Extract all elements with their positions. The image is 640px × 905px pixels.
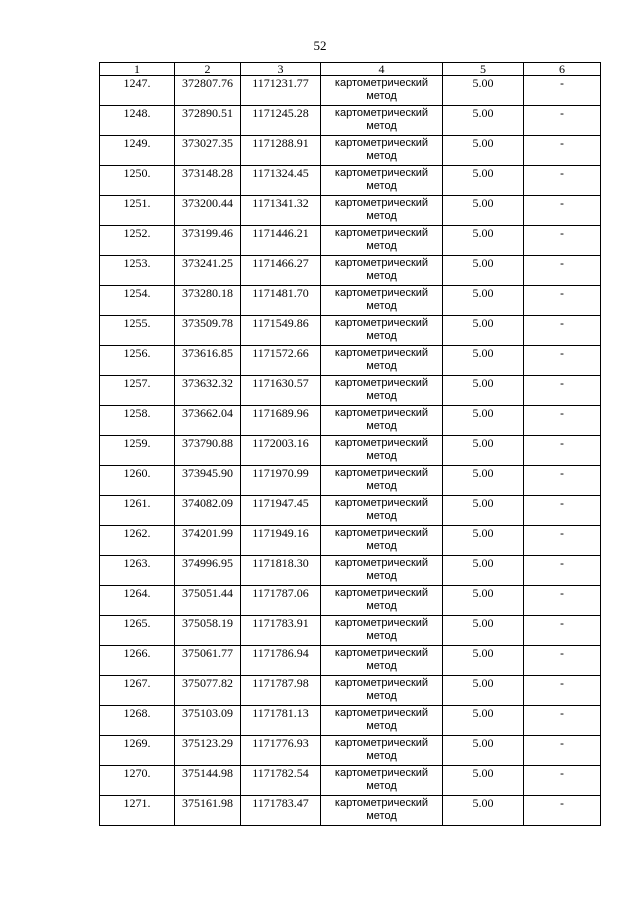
x-coordinate-cell: 373616.85 — [175, 346, 241, 376]
note-cell: - — [524, 496, 601, 526]
x-coordinate-cell: 375058.19 — [175, 616, 241, 646]
point-number-cell: 1267. — [100, 676, 175, 706]
table-row — [100, 76, 601, 106]
x-coordinate-cell: 373662.04 — [175, 406, 241, 436]
accuracy-cell: 5.00 — [443, 616, 524, 646]
method-cell: картометрический метод — [321, 196, 443, 226]
method-cell: картометрический метод — [321, 376, 443, 406]
table-row — [100, 226, 601, 256]
accuracy-cell: 5.00 — [443, 496, 524, 526]
note-cell: - — [524, 316, 601, 346]
note-cell: - — [524, 106, 601, 136]
x-coordinate-cell: 373027.35 — [175, 136, 241, 166]
note-cell: - — [524, 676, 601, 706]
accuracy-cell: 5.00 — [443, 166, 524, 196]
accuracy-cell: 5.00 — [443, 676, 524, 706]
method-cell: картометрический метод — [321, 796, 443, 826]
point-number-cell: 1270. — [100, 766, 175, 796]
point-number-cell: 1265. — [100, 616, 175, 646]
y-coordinate-cell: 1171288.91 — [241, 136, 321, 166]
table-row — [100, 166, 601, 196]
x-coordinate-cell: 375144.98 — [175, 766, 241, 796]
table-row — [100, 616, 601, 646]
y-coordinate-cell: 1171949.16 — [241, 526, 321, 556]
column-header: 4 — [321, 63, 443, 76]
column-header: 1 — [100, 63, 175, 76]
method-cell: картометрический метод — [321, 736, 443, 766]
table-row — [100, 196, 601, 226]
column-header: 3 — [241, 63, 321, 76]
accuracy-cell: 5.00 — [443, 196, 524, 226]
method-cell: картометрический метод — [321, 76, 443, 106]
table-row — [100, 706, 601, 736]
accuracy-cell: 5.00 — [443, 556, 524, 586]
accuracy-cell: 5.00 — [443, 796, 524, 826]
point-number-cell: 1254. — [100, 286, 175, 316]
note-cell: - — [524, 706, 601, 736]
accuracy-cell: 5.00 — [443, 226, 524, 256]
point-number-cell: 1263. — [100, 556, 175, 586]
column-header: 2 — [175, 63, 241, 76]
y-coordinate-cell: 1171630.57 — [241, 376, 321, 406]
y-coordinate-cell: 1171787.98 — [241, 676, 321, 706]
y-coordinate-cell: 1171782.54 — [241, 766, 321, 796]
table-header-row — [100, 63, 601, 76]
x-coordinate-cell: 375077.82 — [175, 676, 241, 706]
x-coordinate-cell: 375103.09 — [175, 706, 241, 736]
note-cell: - — [524, 526, 601, 556]
accuracy-cell: 5.00 — [443, 106, 524, 136]
method-cell: картометрический метод — [321, 616, 443, 646]
accuracy-cell: 5.00 — [443, 766, 524, 796]
x-coordinate-cell: 375161.98 — [175, 796, 241, 826]
method-cell: картометрический метод — [321, 346, 443, 376]
accuracy-cell: 5.00 — [443, 136, 524, 166]
accuracy-cell: 5.00 — [443, 586, 524, 616]
x-coordinate-cell: 373509.78 — [175, 316, 241, 346]
x-coordinate-cell: 372890.51 — [175, 106, 241, 136]
accuracy-cell: 5.00 — [443, 436, 524, 466]
table-body — [100, 76, 601, 826]
note-cell: - — [524, 646, 601, 676]
table-row — [100, 496, 601, 526]
x-coordinate-cell: 373148.28 — [175, 166, 241, 196]
method-cell: картометрический метод — [321, 586, 443, 616]
method-cell: картометрический метод — [321, 436, 443, 466]
note-cell: - — [524, 796, 601, 826]
y-coordinate-cell: 1171970.99 — [241, 466, 321, 496]
point-number-cell: 1257. — [100, 376, 175, 406]
coordinates-table — [99, 62, 601, 826]
x-coordinate-cell: 375051.44 — [175, 586, 241, 616]
point-number-cell: 1256. — [100, 346, 175, 376]
note-cell: - — [524, 736, 601, 766]
method-cell: картометрический метод — [321, 106, 443, 136]
table-row — [100, 436, 601, 466]
accuracy-cell: 5.00 — [443, 466, 524, 496]
point-number-cell: 1253. — [100, 256, 175, 286]
y-coordinate-cell: 1171324.45 — [241, 166, 321, 196]
y-coordinate-cell: 1171776.93 — [241, 736, 321, 766]
point-number-cell: 1271. — [100, 796, 175, 826]
table-row — [100, 316, 601, 346]
x-coordinate-cell: 372807.76 — [175, 76, 241, 106]
method-cell: картометрический метод — [321, 136, 443, 166]
x-coordinate-cell: 375123.29 — [175, 736, 241, 766]
note-cell: - — [524, 286, 601, 316]
accuracy-cell: 5.00 — [443, 406, 524, 436]
method-cell: картометрический метод — [321, 766, 443, 796]
method-cell: картометрический метод — [321, 646, 443, 676]
note-cell: - — [524, 136, 601, 166]
point-number-cell: 1249. — [100, 136, 175, 166]
method-cell: картометрический метод — [321, 706, 443, 736]
accuracy-cell: 5.00 — [443, 376, 524, 406]
y-coordinate-cell: 1171787.06 — [241, 586, 321, 616]
y-coordinate-cell: 1171466.27 — [241, 256, 321, 286]
x-coordinate-cell: 374996.95 — [175, 556, 241, 586]
table-row — [100, 406, 601, 436]
method-cell: картометрический метод — [321, 406, 443, 436]
y-coordinate-cell: 1171947.45 — [241, 496, 321, 526]
accuracy-cell: 5.00 — [443, 286, 524, 316]
note-cell: - — [524, 586, 601, 616]
x-coordinate-cell: 373790.88 — [175, 436, 241, 466]
table-row — [100, 136, 601, 166]
point-number-cell: 1248. — [100, 106, 175, 136]
point-number-cell: 1250. — [100, 166, 175, 196]
point-number-cell: 1266. — [100, 646, 175, 676]
y-coordinate-cell: 1171689.96 — [241, 406, 321, 436]
y-coordinate-cell: 1171572.66 — [241, 346, 321, 376]
y-coordinate-cell: 1171481.70 — [241, 286, 321, 316]
accuracy-cell: 5.00 — [443, 706, 524, 736]
x-coordinate-cell: 373241.25 — [175, 256, 241, 286]
note-cell: - — [524, 76, 601, 106]
y-coordinate-cell: 1171781.13 — [241, 706, 321, 736]
table-row — [100, 346, 601, 376]
x-coordinate-cell: 374201.99 — [175, 526, 241, 556]
y-coordinate-cell: 1171783.47 — [241, 796, 321, 826]
point-number-cell: 1262. — [100, 526, 175, 556]
point-number-cell: 1251. — [100, 196, 175, 226]
accuracy-cell: 5.00 — [443, 316, 524, 346]
note-cell: - — [524, 616, 601, 646]
note-cell: - — [524, 166, 601, 196]
table-row — [100, 526, 601, 556]
y-coordinate-cell: 1171231.77 — [241, 76, 321, 106]
x-coordinate-cell: 373632.32 — [175, 376, 241, 406]
table-row — [100, 286, 601, 316]
point-number-cell: 1255. — [100, 316, 175, 346]
point-number-cell: 1259. — [100, 436, 175, 466]
table-row — [100, 586, 601, 616]
y-coordinate-cell: 1171786.94 — [241, 646, 321, 676]
x-coordinate-cell: 373280.18 — [175, 286, 241, 316]
point-number-cell: 1261. — [100, 496, 175, 526]
y-coordinate-cell: 1171549.86 — [241, 316, 321, 346]
table-row — [100, 376, 601, 406]
note-cell: - — [524, 226, 601, 256]
method-cell: картометрический метод — [321, 286, 443, 316]
table-row — [100, 676, 601, 706]
method-cell: картометрический метод — [321, 496, 443, 526]
y-coordinate-cell: 1171818.30 — [241, 556, 321, 586]
note-cell: - — [524, 346, 601, 376]
method-cell: картометрический метод — [321, 526, 443, 556]
table-row — [100, 466, 601, 496]
accuracy-cell: 5.00 — [443, 646, 524, 676]
column-header: 5 — [443, 63, 524, 76]
note-cell: - — [524, 406, 601, 436]
note-cell: - — [524, 376, 601, 406]
point-number-cell: 1268. — [100, 706, 175, 736]
note-cell: - — [524, 766, 601, 796]
x-coordinate-cell: 374082.09 — [175, 496, 241, 526]
note-cell: - — [524, 436, 601, 466]
table-row — [100, 796, 601, 826]
y-coordinate-cell: 1171446.21 — [241, 226, 321, 256]
note-cell: - — [524, 466, 601, 496]
table-row — [100, 556, 601, 586]
method-cell: картометрический метод — [321, 166, 443, 196]
point-number-cell: 1264. — [100, 586, 175, 616]
method-cell: картометрический метод — [321, 316, 443, 346]
note-cell: - — [524, 196, 601, 226]
point-number-cell: 1269. — [100, 736, 175, 766]
x-coordinate-cell: 375061.77 — [175, 646, 241, 676]
x-coordinate-cell: 373945.90 — [175, 466, 241, 496]
table-row — [100, 256, 601, 286]
accuracy-cell: 5.00 — [443, 736, 524, 766]
table-row — [100, 106, 601, 136]
table-row — [100, 646, 601, 676]
column-header: 6 — [524, 63, 601, 76]
y-coordinate-cell: 1172003.16 — [241, 436, 321, 466]
method-cell: картометрический метод — [321, 226, 443, 256]
note-cell: - — [524, 556, 601, 586]
note-cell: - — [524, 256, 601, 286]
method-cell: картометрический метод — [321, 676, 443, 706]
point-number-cell: 1247. — [100, 76, 175, 106]
point-number-cell: 1260. — [100, 466, 175, 496]
accuracy-cell: 5.00 — [443, 526, 524, 556]
y-coordinate-cell: 1171245.28 — [241, 106, 321, 136]
accuracy-cell: 5.00 — [443, 256, 524, 286]
table-row — [100, 766, 601, 796]
point-number-cell: 1258. — [100, 406, 175, 436]
point-number-cell: 1252. — [100, 226, 175, 256]
x-coordinate-cell: 373200.44 — [175, 196, 241, 226]
x-coordinate-cell: 373199.46 — [175, 226, 241, 256]
method-cell: картометрический метод — [321, 556, 443, 586]
method-cell: картометрический метод — [321, 256, 443, 286]
y-coordinate-cell: 1171341.32 — [241, 196, 321, 226]
y-coordinate-cell: 1171783.91 — [241, 616, 321, 646]
method-cell: картометрический метод — [321, 466, 443, 496]
accuracy-cell: 5.00 — [443, 346, 524, 376]
table-row — [100, 736, 601, 766]
page-number: 52 — [313, 38, 327, 53]
accuracy-cell: 5.00 — [443, 76, 524, 106]
